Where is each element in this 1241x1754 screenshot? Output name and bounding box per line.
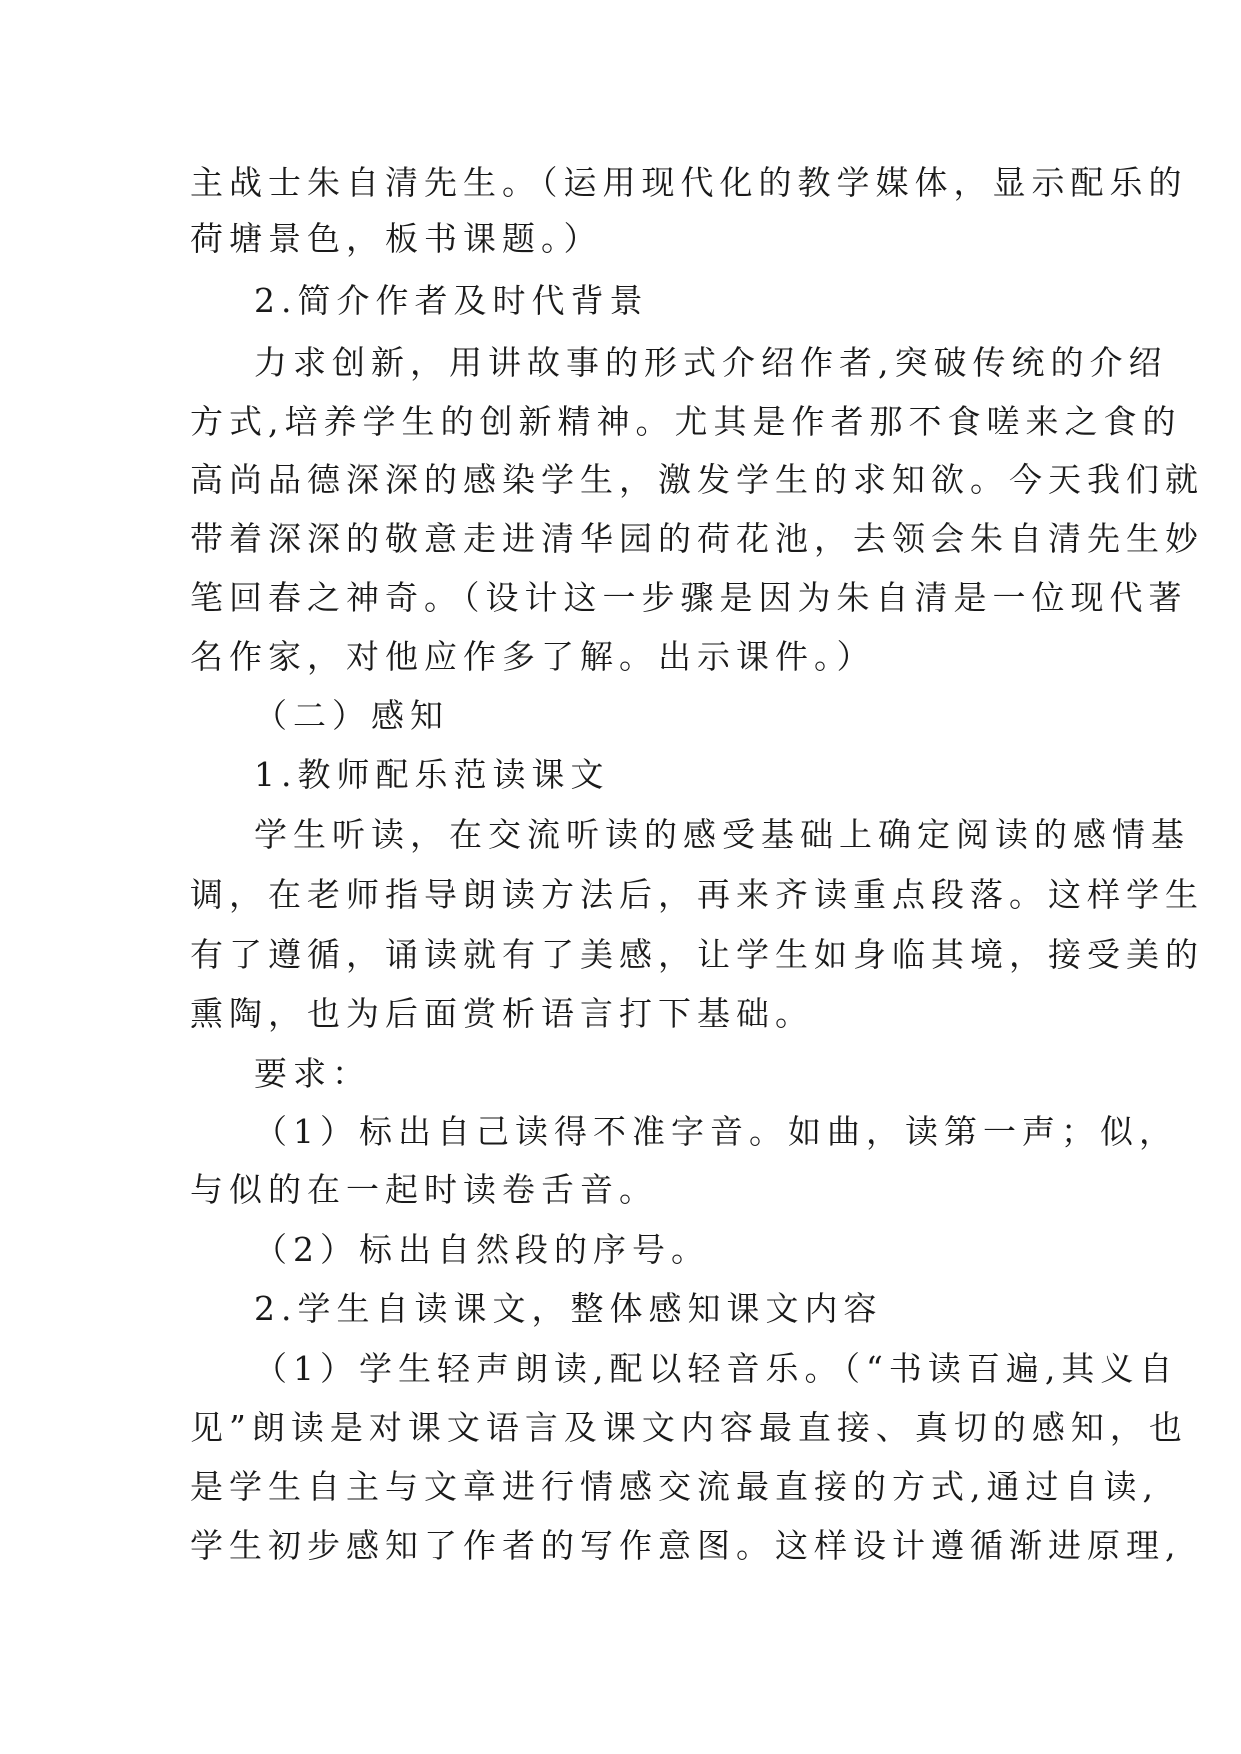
section-heading: 2.简介作者及时代背景: [254, 281, 649, 320]
text-line: 是学生自主与文章进行情感交流最直接的方式,通过自读,: [190, 1467, 1159, 1506]
text-line: 与似的在一起时读卷舌音。: [190, 1170, 658, 1209]
text-line: 力求创新，用讲故事的形式介绍作者,突破传统的介绍: [254, 343, 1168, 382]
section-heading: （二）感知: [254, 696, 449, 735]
section-heading: 2.学生自读课文，整体感知课文内容: [254, 1289, 883, 1328]
text-line: 学生初步感知了作者的写作意图。这样设计遵循渐进原理,: [190, 1526, 1182, 1565]
text-line: （2）标出自然段的序号。: [254, 1230, 710, 1269]
text-line: 笔回春之神奇。（设计这一步骤是因为朱自清是一位现代著: [190, 578, 1188, 617]
text-line: 名作家，对他应作多了解。出示课件。）: [190, 637, 876, 676]
text-line: 调，在老师指导朗读方法后，再来齐读重点段落。这样学生: [190, 875, 1204, 914]
text-line: （1）学生轻声朗读,配以轻音乐。（“书读百遍,其义自: [254, 1349, 1179, 1388]
text-line: 方式,培养学生的创新精神。尤其是作者那不食嗟来之食的: [190, 402, 1182, 441]
section-heading: 1.教师配乐范读课文: [254, 755, 610, 794]
text-line: 主战士朱自清先生。（运用现代化的教学媒体，显示配乐的: [190, 163, 1188, 202]
text-line: 荷塘景色，板书课题。）: [190, 219, 603, 258]
text-line: 熏陶，也为后面赏析语言打下基础。: [190, 994, 814, 1033]
text-line: 高尚品德深深的感染学生，激发学生的求知欲。今天我们就: [190, 460, 1204, 499]
text-line: 有了遵循，诵读就有了美感，让学生如身临其境，接受美的: [190, 935, 1204, 974]
text-line: 学生听读，在交流听读的感受基础上确定阅读的感情基: [254, 815, 1190, 854]
text-line: 带着深深的敬意走进清华园的荷花池，去领会朱自清先生妙: [190, 519, 1204, 558]
text-line: 见”朗读是对课文语言及课文内容最直接、真切的感知，也: [190, 1408, 1188, 1447]
text-line: 要求：: [254, 1054, 371, 1093]
text-line: （1）标出自己读得不准字音。如曲，读第一声；似，: [254, 1112, 1178, 1151]
